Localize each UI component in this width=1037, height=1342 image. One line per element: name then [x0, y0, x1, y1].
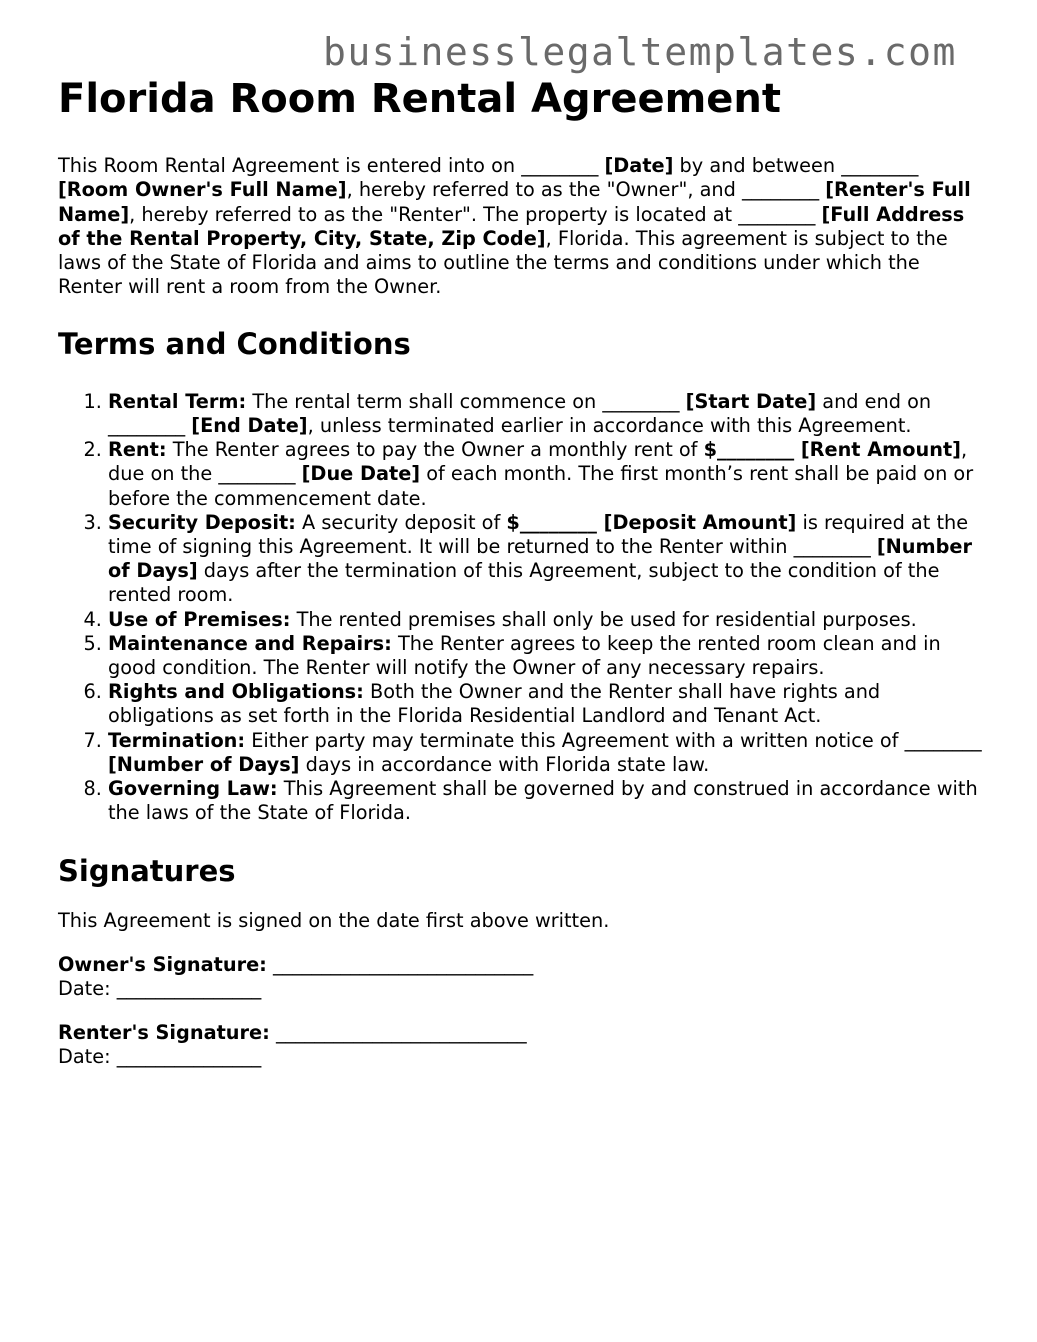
term-security-deposit: [108, 511, 988, 608]
term-label: Governing Law:: [108, 777, 278, 801]
term-use-of-premises: [108, 608, 988, 632]
owner-name-placeholder: [Room Owner's Full Name]: [58, 178, 347, 202]
intro-text: , hereby referred to as the "Renter". The property is located at ________: [129, 202, 822, 226]
term-label: Use of Premises:: [108, 607, 291, 631]
address-placeholder: [Full Address of the Rental Property, City, State, Zip Code]: [58, 202, 965, 250]
term-text: This Agreement shall be governed by and construed in accordance with the laws of the State of Florida.: [108, 777, 978, 825]
document-title: Florida Room Rental Agreement: [58, 76, 782, 122]
term-rental-term: [108, 390, 988, 438]
term-text: of each month. The first month’s rent shall be paid on or before the commencement date.: [108, 462, 974, 510]
owner-signature-block: [58, 953, 988, 1001]
term-label: Termination:: [108, 728, 246, 752]
term-label: Security Deposit:: [108, 510, 296, 534]
intro-text: by and between ________: [673, 154, 919, 177]
intro-paragraph: [58, 154, 988, 300]
number-of-days-placeholder: [Number of Days]: [108, 535, 972, 583]
renter-date-field[interactable]: Date: _______________: [58, 1045, 262, 1069]
term-label: Maintenance and Repairs:: [108, 631, 392, 655]
term-rights: [108, 680, 988, 728]
term-rent: [108, 438, 988, 511]
term-maintenance: [108, 632, 988, 680]
term-text: The Renter agrees to keep the rented room clean and in good condition. The Renter will notify the Owner of any necessary repairs.: [108, 631, 941, 680]
term-text: Both the Owner and the Renter shall have rights and obligations as set forth in the Florida Residential Landlord and Tenant Act.: [108, 680, 881, 728]
deposit-amount-placeholder: $________ [Deposit Amount]: [506, 510, 797, 534]
document-page: [58, 72, 988, 1089]
intro-text: This Room Rental Agreement is entered into on ________: [58, 154, 605, 177]
term-text: days after the termination of this Agreement, subject to the condition of the rented room.: [108, 559, 940, 607]
term-text: The Renter agrees to pay the Owner a monthly rent of: [166, 438, 704, 462]
renter-signature-line: [58, 1021, 988, 1045]
term-label: Rent:: [108, 438, 167, 462]
renter-signature-label: Renter's Signature:: [58, 1021, 270, 1045]
intro-text: , Florida. This agreement is subject to the laws of the State of Florida and aims to outline the terms and conditions under which the Renter will rent a room from the Owner.: [58, 226, 948, 299]
terms-heading: Terms and Conditions: [58, 326, 411, 361]
owner-signature-field[interactable]: ___________________________: [266, 953, 534, 977]
term-text: days in accordance with Florida state law.: [299, 752, 710, 776]
renter-signature-block: [58, 1021, 988, 1069]
renter-name-placeholder: [Renter's Full Name]: [58, 178, 971, 226]
term-text: , unless terminated earlier in accordance with this Agreement.: [307, 413, 912, 437]
term-text: and end on ________: [108, 389, 932, 437]
end-date-placeholder: [End Date]: [191, 413, 308, 437]
term-text: The rental term shall commence on ________: [246, 389, 686, 413]
term-text: is required at the time of signing this Agreement. It will be returned to the Renter within ________: [108, 510, 969, 558]
intro-text: , hereby referred to as the "Owner", and ________: [346, 178, 826, 202]
start-date-placeholder: [Start Date]: [685, 389, 817, 413]
term-label: Rental Term:: [108, 389, 247, 413]
term-label: Rights and Obligations:: [108, 680, 364, 704]
renter-signature-field[interactable]: __________________________: [269, 1021, 527, 1045]
term-governing-law: [108, 777, 988, 825]
owner-signature-line: [58, 953, 988, 977]
due-date-placeholder: [Due Date]: [301, 462, 421, 486]
term-text: Either party may terminate this Agreement with a written notice of ________: [245, 728, 982, 752]
terms-list: [58, 390, 988, 826]
owner-signature-label: Owner's Signature:: [58, 953, 267, 977]
term-text: , due on the ________: [108, 438, 968, 486]
rent-amount-placeholder: $________ [Rent Amount]: [703, 438, 961, 462]
signatures-intro: This Agreement is signed on the date first above written.: [58, 909, 610, 933]
signatures-heading: Signatures: [58, 854, 236, 889]
term-termination: [108, 729, 988, 777]
date-placeholder: [Date]: [604, 154, 674, 177]
watermark: businesslegaltemplates.com: [323, 30, 957, 74]
term-text: The rented premises shall only be used for residential purposes.: [290, 607, 917, 631]
term-text: A security deposit of: [295, 510, 507, 534]
owner-date-field[interactable]: Date: _______________: [58, 977, 262, 1001]
number-of-days-placeholder: [Number of Days]: [108, 752, 300, 776]
